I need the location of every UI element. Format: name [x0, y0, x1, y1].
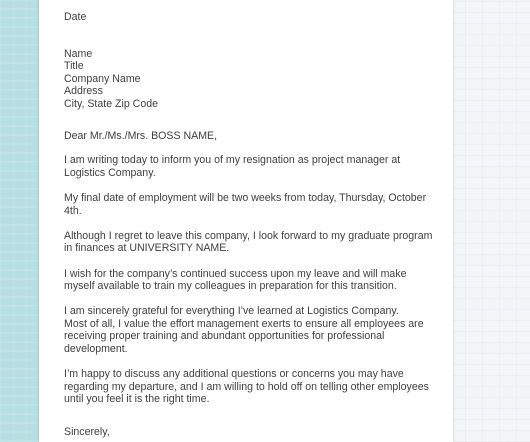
closing: Sincerely,: [64, 426, 110, 439]
paragraph-line: receiving proper training and abundant opportunities for professional: [64, 330, 385, 343]
letter-content: [64, 11, 439, 439]
recipient-address: Address: [64, 85, 103, 98]
paragraph-line: Most of all, I value the effort management exerts to ensure all employees are: [64, 317, 424, 330]
paragraph-line: Logistics Company.: [64, 166, 156, 179]
paragraph-resignation: [64, 154, 439, 179]
paragraph-line: I am writing today to inform you of my resignation as project manager at: [64, 154, 401, 167]
paragraph-gratitude: [64, 305, 439, 355]
recipient-company: Company Name: [64, 72, 141, 85]
paragraph-line: I’m happy to discuss any additional questions or concerns you may have: [64, 368, 404, 381]
paragraph-line: regarding my departure, and I am willing to hold off on telling other employees: [64, 380, 429, 393]
paragraph-graduate-program: [64, 230, 439, 255]
recipient-title: Title: [64, 60, 84, 73]
paragraph-line: until you feel it is the right time.: [64, 393, 210, 406]
paragraph-final-date: [64, 192, 439, 217]
paragraph-line: 4th.: [64, 204, 82, 217]
paragraph-line: I am sincerely grateful for everything I’ve learned at Logistics Company.: [64, 305, 399, 318]
paragraph-line: development.: [64, 343, 128, 356]
paragraph-line: My final date of employment will be two weeks from today, Thursday, October: [64, 191, 427, 204]
salutation: Dear Mr./Ms./Mrs. BOSS NAME,: [64, 129, 218, 142]
background-right: [448, 0, 530, 442]
recipient-name: Name: [64, 47, 93, 60]
recipient-block: [64, 48, 439, 111]
paragraph-line: Although I regret to leave this company, I look forward to my graduate program: [64, 229, 433, 242]
recipient-city-state-zip: City, State Zip Code: [64, 97, 159, 110]
letter-page: [39, 0, 453, 442]
paragraph-line: myself available to train my colleagues in preparation for this transition.: [64, 280, 397, 293]
paragraph-questions: [64, 368, 439, 406]
letter-date: Date: [64, 11, 87, 23]
paragraph-line: in finances at UNIVERSITY NAME.: [64, 242, 230, 255]
paragraph-line: I wish for the company’s continued success upon my leave and will make: [64, 267, 407, 280]
paragraph-transition: [64, 268, 439, 293]
